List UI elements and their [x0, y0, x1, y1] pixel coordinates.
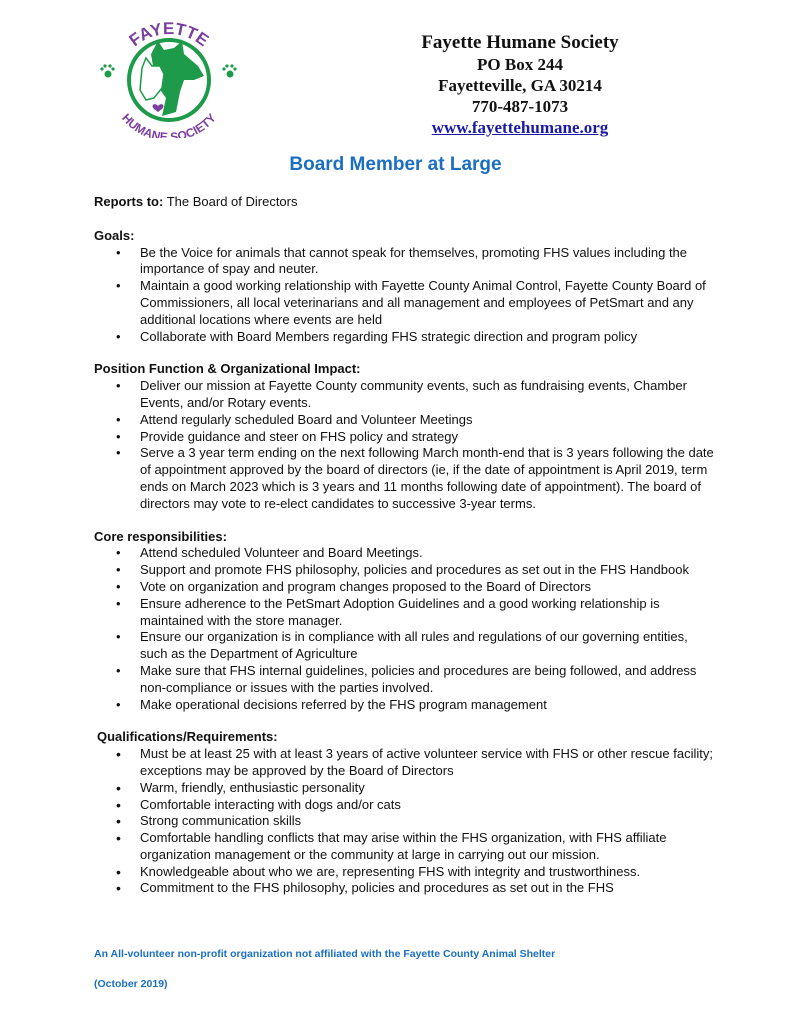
section-core-responsibilities	[94, 529, 714, 714]
list-item: • Attend regularly scheduled Board and Volunteer Meetings	[116, 411, 473, 427]
bullet-icon: •	[116, 629, 121, 645]
section-heading: Goals:	[94, 227, 135, 243]
list-item: • Comfortable interacting with dogs and/or cats	[116, 796, 401, 813]
reports-to-value: The Board of Directors	[163, 194, 298, 209]
reports-to-label: Reports to:	[94, 194, 164, 209]
logo-graphic	[96, 14, 242, 138]
list-item: • Serve a 3 year term ending on the next following March month-end that is 3 years following the date of appointment approved by the board of directors (ie, if the date of appointment is April 2019, term ends on March 2023 which is 3 years and 11 months following date of appointment). The board of directors may vote to re-elect candidates to successive 3-year terms.	[116, 445, 714, 511]
po-box: PO Box 244	[477, 55, 563, 74]
list-item: • Knowledgeable about who we are, representing FHS with integrity and trustworthiness.	[116, 863, 641, 880]
section-heading: Qualifications/Requirements:	[97, 729, 278, 745]
document-body	[94, 194, 714, 913]
core-responsibilities-list	[94, 545, 714, 713]
bullet-icon: •	[116, 411, 121, 427]
org-name: Fayette Humane Society	[421, 32, 619, 53]
qualifications-list	[94, 746, 714, 897]
list-item: • Must be at least 25 with at least 3 years of active volunteer service with FHS or other rescue facility; exceptions may be approved by the Board of Directors	[116, 746, 713, 778]
footer-note: An All-volunteer non-profit organization not affiliated with the Fayette County Animal Shelter	[94, 948, 556, 960]
position-function-list	[94, 378, 714, 512]
footer-date: (October 2019)	[94, 978, 168, 990]
list-item: • Be the Voice for animals that cannot speak for themselves, promoting FHS values including the importance of spay and neuter.	[116, 244, 688, 277]
bullet-icon: •	[116, 813, 121, 830]
heart-icon	[153, 104, 164, 112]
list-item: • Ensure adherence to the PetSmart Adoption Guidelines and a good working relationship is maintained with the store manager.	[116, 595, 660, 628]
logo-bottom-text: HUMANE SOCIETY	[119, 110, 219, 138]
org-contact-block	[400, 32, 640, 139]
bullet-icon: •	[116, 796, 121, 813]
bullet-icon: •	[116, 545, 121, 561]
section-heading: Core responsibilities:	[94, 528, 227, 544]
bullet-icon: •	[116, 378, 121, 394]
goals-list	[94, 245, 714, 346]
list-item: • Maintain a good working relationship with Fayette County Animal Control, Fayette County Board of Commissioners, all local veterinarians and all management and employees of PetSmart and any additional locations where events are held	[116, 278, 706, 327]
section-heading: Position Function & Organizational Impact:	[94, 361, 361, 377]
paw-print-left-icon	[100, 64, 114, 77]
list-item: • Support and promote FHS philosophy, policies and procedures as set out in the FHS Handbook	[116, 562, 689, 578]
list-item: • Strong communication skills	[116, 813, 302, 830]
city-state-zip: Fayetteville, GA 30214	[438, 76, 602, 95]
website-link[interactable]: www.fayettehumane.org	[431, 118, 609, 137]
bullet-icon: •	[116, 696, 121, 712]
list-item: • Provide guidance and steer on FHS policy and strategy	[116, 428, 458, 444]
section-position-function	[94, 361, 714, 512]
list-item: • Make operational decisions referred by the FHS program management	[116, 696, 547, 712]
list-item: • Vote on organization and program changes proposed to the Board of Directors	[116, 578, 591, 594]
reports-to	[94, 194, 714, 211]
bullet-icon: •	[116, 578, 121, 594]
list-item: • Deliver our mission at Fayette County community events, such as fundraising events, Chamber Events, and/or Rotary events.	[116, 378, 687, 410]
phone-number: 770-487-1073	[471, 97, 569, 116]
page-title: Board Member at Large	[289, 154, 502, 175]
bullet-icon: •	[116, 278, 121, 294]
list-item: • Comfortable handling conflicts that may arise within the FHS organization, with FHS affiliate organization management or the community at large in carrying out our mission.	[116, 830, 667, 862]
bullet-icon: •	[116, 662, 121, 678]
bullet-icon: •	[116, 779, 121, 796]
bullet-icon: •	[116, 863, 121, 880]
section-goals	[94, 228, 714, 346]
bullet-icon: •	[116, 595, 121, 611]
list-item: • Make sure that FHS internal guidelines, policies and procedures are being followed, and address non-compliance or issues with the parties involved.	[116, 662, 697, 695]
bullet-icon: •	[116, 445, 121, 461]
section-qualifications	[94, 729, 714, 897]
list-item: • Commitment to the FHS philosophy, policies and procedures as set out in the FHS	[116, 880, 614, 897]
bullet-icon: •	[116, 328, 121, 344]
fayette-humane-society-logo	[96, 14, 242, 138]
list-item: • Collaborate with Board Members regarding FHS strategic direction and program policy	[116, 328, 638, 344]
bullet-icon: •	[116, 244, 121, 260]
list-item: • Attend scheduled Volunteer and Board Meetings.	[116, 545, 423, 561]
bullet-icon: •	[116, 746, 121, 763]
bullet-icon: •	[116, 880, 121, 897]
bullet-icon: •	[116, 428, 121, 444]
bullet-icon: •	[116, 562, 121, 578]
list-item: • Warm, friendly, enthusiastic personality	[116, 779, 365, 796]
paw-print-right-icon	[222, 64, 236, 77]
bullet-icon: •	[116, 830, 121, 847]
logo-top-text: FAYETTE	[125, 19, 213, 51]
list-item: • Ensure our organization is in compliance with all rules and regulations of our governing entities, such as the Department of Agriculture	[116, 629, 688, 662]
